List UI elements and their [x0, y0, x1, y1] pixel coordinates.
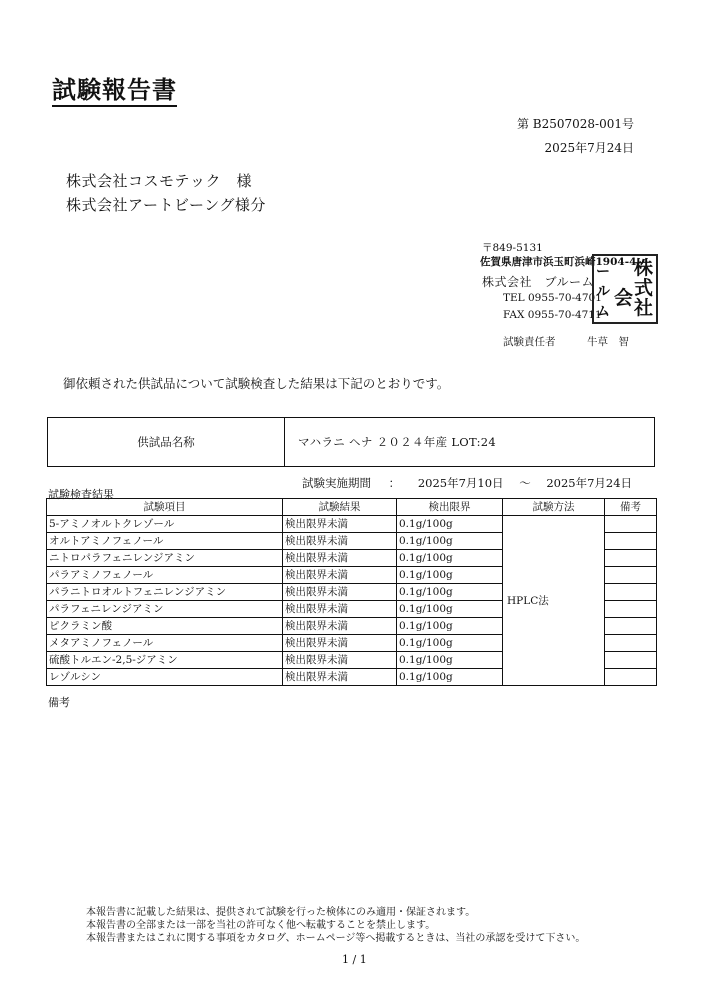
- cell-item: メタアミノフェノール: [47, 635, 283, 652]
- cell-limit: 0.1g/100g: [397, 533, 503, 550]
- table-header-row: [47, 499, 657, 516]
- cell-limit: 0.1g/100g: [397, 567, 503, 584]
- cell-item: ピクラミン酸: [47, 618, 283, 635]
- header-test-method: 試験方法: [503, 499, 605, 516]
- client-name: 株式会社コスモテック 様: [66, 172, 253, 190]
- test-period: [302, 475, 632, 491]
- test-period-tilde: ～: [519, 476, 531, 490]
- cell-limit: 0.1g/100g: [397, 584, 503, 601]
- cell-item: ニトロパラフェニレンジアミン: [47, 550, 283, 567]
- page-number: 1 / 1: [342, 953, 367, 966]
- header-test-item: 試験項目: [47, 499, 283, 516]
- intro-text: 御依頼された供試品について試験検査した結果は下記のとおりです。: [63, 376, 450, 391]
- cell-limit: 0.1g/100g: [397, 516, 503, 533]
- cell-result: 検出限界未満: [283, 669, 397, 686]
- cell-item: 硫酸トルエン-2,5-ジアミン: [47, 652, 283, 669]
- issuer-postal: 〒849-5131: [482, 242, 543, 254]
- cell-limit: 0.1g/100g: [397, 601, 503, 618]
- test-period-start: 2025年7月10日: [417, 476, 504, 490]
- cell-remarks: [605, 516, 657, 533]
- cell-remarks: [605, 584, 657, 601]
- sample-name-box: [47, 417, 655, 467]
- header-test-result: 試験結果: [283, 499, 397, 516]
- cell-remarks: [605, 550, 657, 567]
- cell-result: 検出限界未満: [283, 601, 397, 618]
- test-period-colon: ：: [388, 476, 401, 490]
- cell-remarks: [605, 567, 657, 584]
- cell-limit: 0.1g/100g: [397, 550, 503, 567]
- issuer-person-label: 試験責任者: [503, 336, 556, 348]
- document-date: 2025年7月24日: [544, 141, 634, 155]
- cell-result: 検出限界未満: [283, 584, 397, 601]
- cell-remarks: [605, 652, 657, 669]
- issuer-person-name: 牛草 智: [587, 336, 629, 348]
- cell-remarks: [605, 601, 657, 618]
- cell-result: 検出限界未満: [283, 567, 397, 584]
- client-subname: 株式会社アートビーング様分: [66, 196, 266, 214]
- cell-result: 検出限界未満: [283, 635, 397, 652]
- footer-note: 本報告書またはこれに関する事項をカタログ、ホームページ等へ掲載するときは、当社の承認を受けて下さい。: [86, 933, 586, 944]
- table-row: [47, 516, 657, 533]
- cell-remarks: [605, 635, 657, 652]
- test-period-end: 2025年7月24日: [546, 476, 633, 490]
- cell-limit: 0.1g/100g: [397, 635, 503, 652]
- sample-name-value: マハラニ ヘナ ２０２４年産 LOT:24: [298, 435, 496, 449]
- cell-item: パラニトロオルトフェニレンジアミン: [47, 584, 283, 601]
- header-remarks: 備考: [605, 499, 657, 516]
- cell-method: HPLC法: [503, 516, 605, 686]
- footer-note: 本報告書に記載した結果は、提供されて試験を行った検体にのみ適用・保証されます。: [86, 907, 476, 918]
- cell-remarks: [605, 618, 657, 635]
- test-period-label: 試験実施期間: [302, 476, 371, 490]
- issuer-address: 佐賀県唐津市浜玉町浜崎1904-4: [480, 256, 637, 268]
- issuer-fax: FAX 0955-70-4711: [503, 309, 602, 321]
- cell-remarks: [605, 533, 657, 550]
- header-detection-limit: 検出限界: [397, 499, 503, 516]
- report-title: 試験報告書: [52, 76, 177, 107]
- cell-limit: 0.1g/100g: [397, 618, 503, 635]
- cell-result: 検出限界未満: [283, 533, 397, 550]
- cell-result: 検出限界未満: [283, 618, 397, 635]
- issuer-tel: TEL 0955-70-4701: [503, 292, 602, 304]
- cell-result: 検出限界未満: [283, 652, 397, 669]
- footer-note: 本報告書の全部または一部を当社の許可なく他へ転載することを禁止します。: [86, 920, 436, 931]
- sample-name-label: 供試品名称: [48, 418, 285, 466]
- cell-result: 検出限界未満: [283, 516, 397, 533]
- results-table: [46, 498, 657, 686]
- cell-limit: 0.1g/100g: [397, 652, 503, 669]
- document-number: 第 B2507028-001号: [516, 117, 634, 131]
- remarks-label: 備考: [48, 696, 70, 709]
- issuer-company: 株式会社 ブルーム: [482, 275, 595, 289]
- results-label: 試験検査結果: [48, 488, 114, 501]
- cell-item: パラアミノフェノール: [47, 567, 283, 584]
- company-seal: 株 式 社 会 ー ル ム: [592, 254, 658, 324]
- cell-remarks: [605, 669, 657, 686]
- cell-limit: 0.1g/100g: [397, 669, 503, 686]
- cell-item: レゾルシン: [47, 669, 283, 686]
- cell-item: オルトアミノフェノール: [47, 533, 283, 550]
- cell-item: 5-アミノオルトクレゾール: [47, 516, 283, 533]
- cell-item: パラフェニレンジアミン: [47, 601, 283, 618]
- cell-result: 検出限界未満: [283, 550, 397, 567]
